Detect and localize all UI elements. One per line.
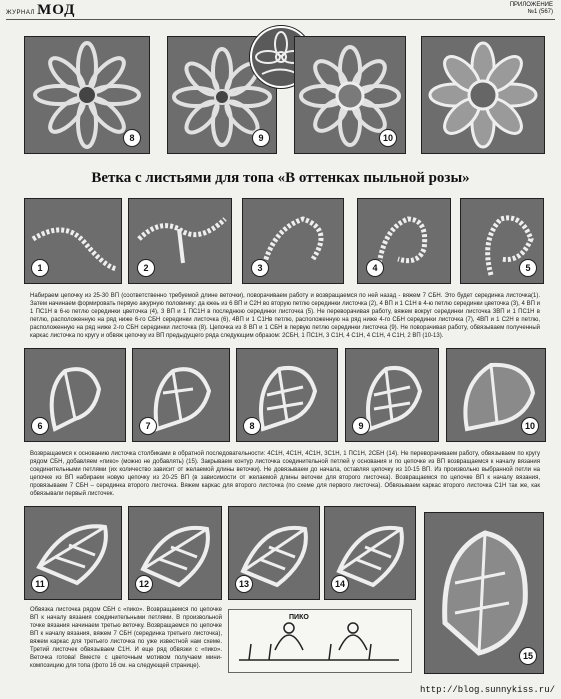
photo-number: 14 (331, 575, 349, 593)
step-photo-4 (357, 198, 451, 284)
step-photo-11 (24, 506, 122, 600)
photo-number: 9 (252, 129, 270, 147)
photo-number: 7 (139, 417, 157, 435)
step-photo-2 (128, 198, 232, 284)
instructions-paragraph-3: Обвязка листочка рядом СБН с «пико». Возвращаемся по цепочке ВП к началу вязания соединительными петлями. В произвольной точке вязания начинаем третью веточку. Возвращаемся по цепочке ВП к началу вязания, вяжем 7 СБН (серединка третьего листочка), вяжем каркас для третьего листочка по уже известной нам схеме. Третий листочек обвязываем С1Н. И еще ряд обвязки с «пико». Веточка готова! Вместе с цветочным мотивом получаем мини-композицию для топа (фото 16 см. на следующей странице). (30, 607, 222, 669)
photo-number: 15 (519, 647, 537, 665)
journal-prefix: ЖУРНАЛ (6, 10, 35, 16)
issue-number: №1 (567) (527, 9, 553, 15)
journal-logo: МОД (37, 2, 76, 18)
step-photo-7 (132, 348, 230, 442)
step-photo-6 (24, 348, 126, 442)
instructions-paragraph-1: Набираем цепочку из 25-30 ВП (соответственно требуемой длине веточки), поворачиваем работу и возвращаемся по ней назад - вяжем 7 СБН. Это будет серединка листочка(1). Затем начинаем формировать первую ажурную половинку: да кжеь из 6 ВП и С2Н во вторую петлю серединки листочка (2), 4 ВП и 1 С1Н в 4-ю петлю серединки цветочка (3), 4 ВП и 1 ПС1Н в 6-ю петлю серединки цветочка (4), 3 ВП и 1 ПС1Н в последнюю серединки листочка (5). Не переворачивая работу, вяжем вокруг серединки листочка 3ВП и 1 ПС1Н в петлю, расположенную на ряд ниже 6-го СБН серединки листочка (6), 4ВП и 1 С1Нв петлю, расположенную на ряд ниже 4-го СБН серединки листочка (7), 4ВП и 1 С2Н в петлю, расположенную на ряд ниже 2-го СБН серединки листочка (8). Цепочка из 8 ВП и 1 СБН в первую петлю серединки листочка (9). Не поворачивая работу, обвязываем полученный каркас листочка по кругу и обвяж цепочку из ВП предыдущего ряда следующим образом: 2СБН, 1 ПС1Н, 3 С1Н, 4 С1Н, 4 С1Н, 4 С1Н, 2 ВП (10-13). (30, 293, 540, 339)
photo-number: 8 (123, 129, 141, 147)
photo-number: 3 (251, 259, 269, 277)
supplement-label: ПРИЛОЖЕНИЕ (509, 2, 553, 8)
photo-number: 13 (235, 575, 253, 593)
step-photo-5 (460, 198, 544, 284)
journal-header (6, 2, 75, 19)
supplement-header (510, 2, 553, 16)
step-photo-9 (345, 348, 439, 442)
photo-number: 8 (243, 417, 261, 435)
photo-number: 9 (352, 417, 370, 435)
photo-number: 10 (379, 129, 397, 147)
flower-photo-10 (294, 36, 406, 154)
flower-photo-finished (421, 36, 545, 154)
photo-number: 2 (137, 259, 155, 277)
step-photo-12 (128, 506, 222, 600)
pico-diagram (228, 609, 412, 673)
photo-number: 12 (135, 575, 153, 593)
step-photo-3 (242, 198, 344, 284)
watermark-url: http://blog.sunnykiss.ru/ (419, 685, 555, 695)
flower-photo-8 (24, 36, 150, 154)
step-photo-13 (228, 506, 320, 600)
step-photo-8 (236, 348, 338, 442)
flower-image (422, 37, 544, 153)
photo-number: 10 (521, 417, 539, 435)
step-photo-1 (24, 198, 122, 284)
page-title: Ветка с листьями для топа «В оттенках пыльной розы» (91, 170, 470, 186)
pico-label: ПИКО (289, 614, 309, 621)
photo-number: 6 (31, 417, 49, 435)
pico-stitch-diagram (229, 610, 411, 672)
step-photo-15 (424, 512, 544, 674)
photo-number: 4 (366, 259, 384, 277)
photo-number: 5 (519, 259, 537, 277)
step-photo-14 (324, 506, 416, 600)
header-rule (6, 19, 555, 20)
photo-number: 11 (31, 575, 49, 593)
photo-number: 1 (31, 259, 49, 277)
step-photo-10 (446, 348, 546, 442)
instructions-paragraph-2: Возвращаемся к основанию листочка столбиками в обратной последовательности: 4С1Н, 4С1Н, 4С1Н, 3С1Н, 1 ПС1Н, 2СБН (14). Не переворачиваем работу, обвязываем по кругу рядом СБН, добавляем «пико» (можно не добавлять) (15). Закрываем контур листочка соединительной петлей у основания и по цепочке из ВП возвращаемся к началу вязания соединительными петлями (их количество зависит от желаемой длины веточки). Не довязываем до начала, оставляя цепочку из 10-15 ВП. Из произвольно выбранной петли на цепочке из ВП набираем новую цепочку из 20-25 ВП (в зависимости от желаемой длины веточки для второго листочка). Возвращаемся по цепочке ВП к началу вязания, провязываем 7 СБН – серединка второго листочка. Вяжем каркас для второго листочка (по схеме для первого листочка). Обвязываем каркас второго листочка С1Н так же, как обвязывали первый листочек. (30, 451, 540, 497)
